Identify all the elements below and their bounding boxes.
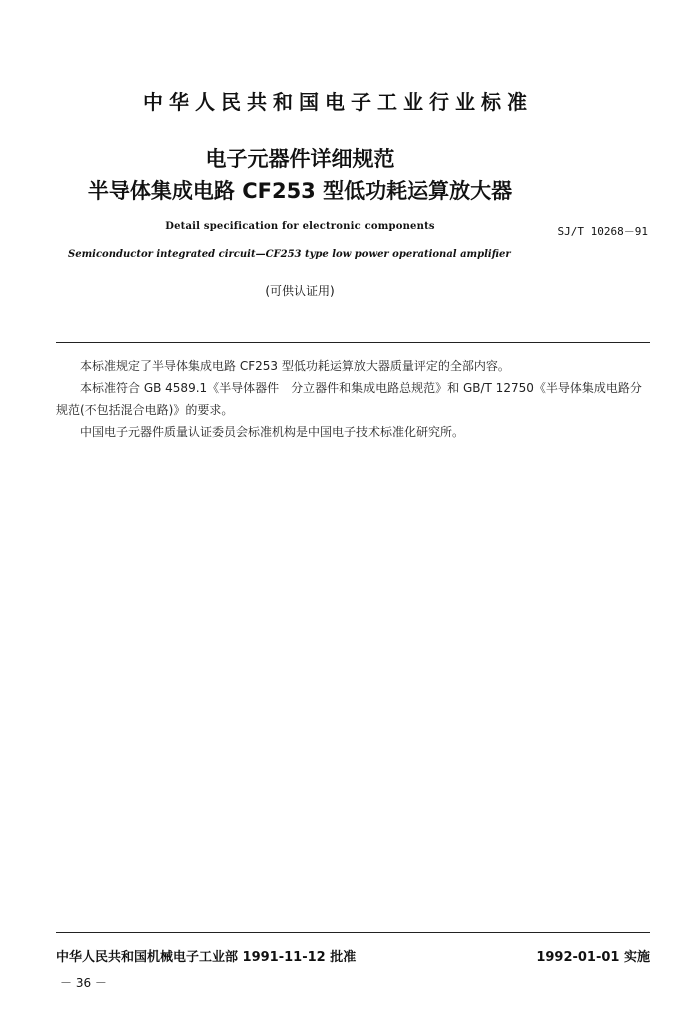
english-title-line-2: Semiconductor integrated circuit—CF253 type low power operational amplifier [68, 249, 511, 260]
body-paragraph-conformance: 本标准符合 GB 4589.1《半导体器件 分立器件和集成电路总规范》和 GB/T 12750《半导体集成电路分规范(不包括混合电路)》的要求。 [56, 381, 642, 417]
english-title-line-1: Detail specification for electronic components [165, 221, 435, 232]
top-divider [56, 342, 650, 343]
bottom-divider [56, 932, 650, 933]
document-title-line-2: 半导体集成电路 CF253 型低功耗运算放大器 [87, 179, 513, 203]
page-number: － 36 － [60, 976, 107, 990]
body-paragraph-scope: 本标准规定了半导体集成电路 CF253 型低功耗运算放大器质量评定的全部内容。 [80, 359, 510, 373]
standard-number: SJ/T 10268－91 [557, 225, 648, 238]
document-title-line-1: 电子元器件详细规范 [205, 147, 395, 171]
body-paragraph-authority: 中国电子元器件质量认证委员会标准机构是中国电子技术标准化研究所。 [80, 425, 465, 439]
approval-statement: 中华人民共和国机械电子工业部 1991-11-12 批准 [56, 950, 357, 965]
issuing-organization: 中华人民共和国电子工业行业标准 [143, 90, 533, 114]
implementation-date: 1992-01-01 实施 [536, 950, 650, 965]
certification-status: (可供认证用) [265, 284, 335, 298]
